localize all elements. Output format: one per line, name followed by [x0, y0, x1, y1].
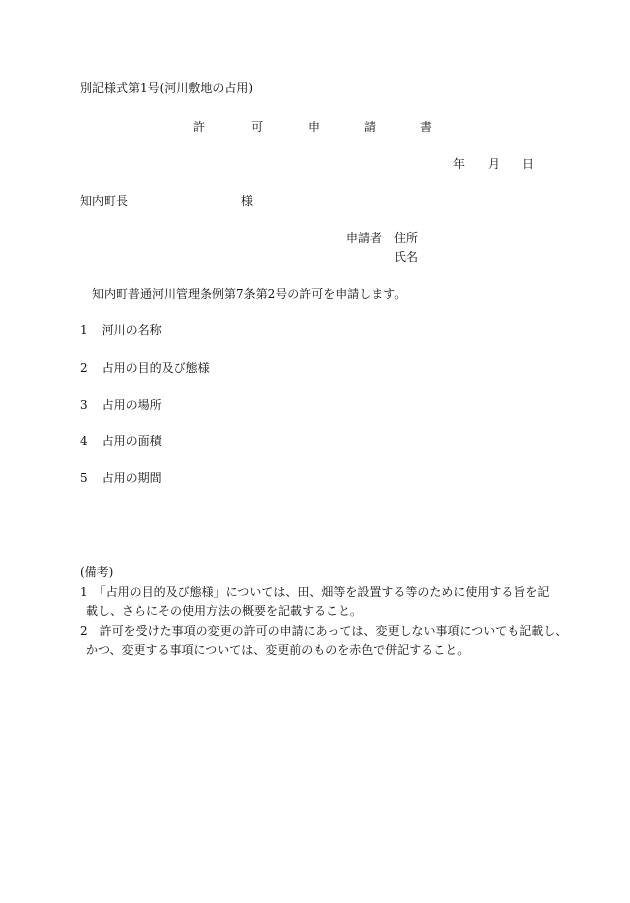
form-label: 別記様式第1号(河川敷地の占用): [80, 81, 253, 95]
item-label: 占用の期間: [101, 471, 162, 485]
title-char: 申: [308, 120, 321, 134]
applicant-name-label: 氏名: [394, 250, 419, 264]
item-number: 1: [80, 323, 88, 337]
item-label: 占用の場所: [101, 398, 162, 412]
title-char: 請: [364, 120, 377, 134]
note-line: 2 許可を受けた事項の変更の許可の申請にあっては、変更しない事項についても記載し、: [80, 624, 568, 638]
date-day: 日: [522, 157, 535, 171]
item-label: 占用の目的及び態様: [101, 361, 210, 375]
note-line: 1 「占用の目的及び態様」については、田、畑等を設置する等のために使用する旨を記: [80, 585, 550, 599]
item-label: 占用の面積: [101, 434, 162, 448]
date-month: 月: [488, 157, 501, 171]
addressee-honorific: 様: [241, 194, 254, 208]
note-line: かつ、変更する事項については、変更前のものを赤色で併記すること。: [86, 643, 470, 657]
item-number: 4: [80, 434, 88, 448]
list-item: [80, 472, 162, 484]
date-year: 年: [453, 157, 466, 171]
item-number: 2: [80, 361, 88, 375]
title-char: 可: [251, 120, 264, 134]
list-item: [80, 435, 162, 447]
applicant-label: 申請者: [346, 231, 383, 245]
list-item: [80, 399, 162, 411]
addressee-name: 知内町長: [80, 194, 129, 208]
list-item: [80, 324, 162, 336]
title-char: 書: [420, 120, 433, 134]
applicant-address-label: 住所: [394, 231, 419, 245]
application-statement: 知内町普通河川管理条例第7条第2号の許可を申請します。: [92, 287, 407, 301]
item-number: 3: [80, 398, 88, 412]
note-line: 載し、さらにその使用方法の概要を記載すること。: [86, 604, 363, 618]
item-number: 5: [80, 471, 88, 485]
title-char: 許: [193, 120, 206, 134]
item-label: 河川の名称: [101, 323, 162, 337]
notes-heading: (備考): [80, 565, 114, 579]
list-item: [80, 362, 210, 374]
